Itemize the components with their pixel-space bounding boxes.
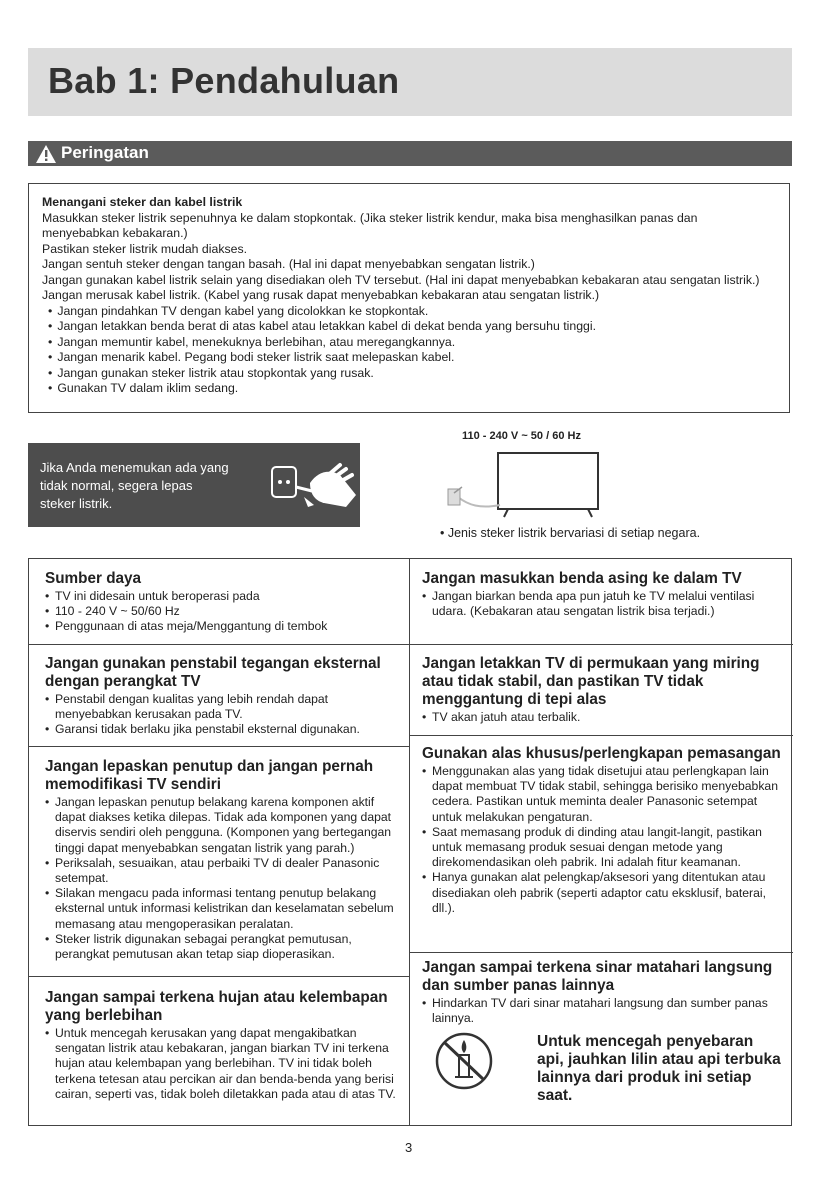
section-bullets (422, 996, 782, 1026)
section-bullets (422, 710, 782, 725)
section-special-stand (422, 745, 782, 916)
intro-heading: Menangani steker dan kabel listrik (42, 195, 243, 209)
section-title: Gunakan alas khusus/perlengkapan pemasangan (422, 745, 781, 762)
intro-bullet: • Jangan gunakan steker listrik atau stopkontak yang rusak. (48, 366, 776, 382)
section-bullets (45, 692, 403, 738)
unplug-hand-icon (268, 457, 364, 515)
plug-type-note: • Jenis steker listrik bervariasi di setiap negara. (440, 526, 701, 540)
section-bullet: • Jangan biarkan benda apa pun jatuh ke TV melalui ventilasi udara. (Kebakaran atau sengatan listrik bisa terjadi.) (422, 589, 782, 619)
row-divider (410, 644, 793, 645)
intro-bullet: • Jangan letakkan benda berat di atas kabel atau letakkan kabel di dekat benda yang bersuhu tinggi. (48, 319, 776, 335)
section-bullet: • 110 - 240 V ~ 50/60 Hz (45, 604, 403, 619)
section-title: Jangan lepaskan penutup dan jangan pernah memodifikasi TV sendiri (45, 758, 374, 793)
section-bullets (45, 1026, 403, 1102)
section-bullets (422, 764, 782, 916)
intro-bullet: • Jangan menarik kabel. Pegang bodi steker listrik saat melepaskan kabel. (48, 350, 776, 366)
section-title: Jangan gunakan penstabil tegangan eksternal dengan perangkat TV (45, 655, 381, 690)
candle-warning (537, 1033, 781, 1105)
intro-paragraph: Jangan sentuh steker dengan tangan basah. (Hal ini dapat menyebabkan sengatan listrik.) (42, 257, 535, 271)
candle-warning-text: Untuk mencegah penyebaran api, jauhkan lilin atau api terbuka lainnya dari produk ini setiap saat. (537, 1033, 781, 1104)
section-bullet: • Saat memasang produk di dinding atau langit-langit, pastikan untuk memasang produk sesuai dengan metode yang direkomendasikan oleh pabrik. Ini adalah fitur keamanan. (422, 825, 782, 871)
section-bullet: • Untuk mencegah kerusakan yang dapat mengakibatkan sengatan listrik atau kebakaran, jangan biarkan TV ini terkena hujan atau kelembapan yang berlebihan. TV ini tidak boleh terkena tetesan atau percikan air dan benda-benda yang berisi cairan, seperti vas, tidak boleh diletakkan pada atau di atas TV. (45, 1026, 403, 1102)
section-title: Jangan sampai terkena sinar matahari langsung dan sumber panas lainnya (422, 959, 773, 994)
section-bullet: • Silakan mengacu pada informasi tentang penutup belakang eksternal untuk informasi kelistrikan dan keselamatan sebelum memasang atau mengoperasikan peralatan. (45, 886, 403, 932)
intro-bullet: • Gunakan TV dalam iklim sedang. (48, 381, 776, 397)
section-bullet: • Penstabil dengan kualitas yang lebih rendah dapat menyebabkan kerusakan pada TV. (45, 692, 403, 722)
unplug-callout (28, 443, 360, 527)
safety-grid (28, 558, 792, 1126)
section-bullet: • TV akan jatuh atau terbalik. (422, 710, 782, 725)
plug-cable-warning-box (28, 183, 790, 413)
section-foreign-objects (422, 570, 782, 619)
section-bullets (422, 589, 782, 619)
section-bullet: • Periksalah, sesuaikan, atau perbaiki TV di dealer Panasonic setempat. (45, 856, 403, 886)
section-bullet: • Steker listrik digunakan sebagai perangkat pemutusan, perangkat pemutusan akan tetap siap dioperasikan. (45, 932, 403, 962)
section-title: Jangan masukkan benda asing ke dalam TV (422, 570, 742, 587)
no-candle-icon (433, 1029, 495, 1093)
section-bullet: • Garansi tidak berlaku jika penstabil eksternal digunakan. (45, 722, 403, 737)
intro-bullet: • Jangan memuntir kabel, menekuknya berlebihan, atau meregangkannya. (48, 335, 776, 351)
warning-header-bar (28, 141, 792, 166)
section-bullet: • TV ini didesain untuk beroperasi pada (45, 589, 403, 604)
section-bullet: • Menggunakan alas yang tidak disetujui atau perlengkapan lain dapat membuat TV tidak stabil, sehingga berisiko menyebabkan cedera. Pastikan untuk meminta dealer Panasonic setempat untuk melakukan pengaturan. (422, 764, 782, 825)
section-voltage-stabilizer (45, 655, 403, 738)
intro-bullet: • Jangan pindahkan TV dengan kabel yang dicolokkan ke stopkontak. (48, 304, 776, 320)
section-title: Jangan letakkan TV di permukaan yang miring atau tidak stabil, dan pastikan TV tidak menggantung di tepi alas (422, 655, 760, 708)
row-divider (29, 644, 409, 645)
warning-triangle-icon (35, 144, 57, 164)
warning-label: Peringatan (61, 143, 149, 162)
section-title: Jangan sampai terkena hujan atau kelembapan yang berlebihan (45, 989, 388, 1024)
section-bullet: • Jangan lepaskan penutup belakang karena komponen aktif dapat diakses ketika dilepas. Tidak ada komponen yang dapat diservis sendiri oleh pengguna. (Komponen yang bertegangan tinggi dapat menyebabkan sengatan listrik yang parah.) (45, 795, 403, 856)
row-divider (410, 735, 793, 736)
row-divider (29, 746, 409, 747)
section-unstable-surface (422, 655, 782, 725)
section-do-not-remove-cover (45, 758, 403, 962)
intro-paragraph: Masukkan steker listrik sepenuhnya ke dalam stopkontak. (Jika steker listrik kendur, maka bisa menghasilkan panas dan menyebabkan kebakaran.) (42, 210, 698, 240)
section-bullet: • Penggunaan di atas meja/Menggantung di tembok (45, 619, 403, 634)
section-title: Sumber daya (45, 570, 142, 587)
tv-plug-illustration (440, 447, 610, 521)
section-power-source (45, 570, 403, 635)
page-number: 3 (405, 1140, 413, 1155)
row-divider (410, 952, 793, 953)
intro-paragraph: Pastikan steker listrik mudah diakses. (42, 241, 248, 256)
intro-paragraph: Jangan merusak kabel listrik. (Kabel yang rusak dapat menyebabkan kebakaran atau sengatan listrik.) (42, 288, 600, 302)
voltage-label: 110 - 240 V ~ 50 / 60 Hz (462, 430, 581, 442)
section-bullet: • Hindarkan TV dari sinar matahari langsung dan sumber panas lainnya. (422, 996, 782, 1026)
unplug-text: Jika Anda menemukan ada yang tidak normal, segera lepas steker listrik. (40, 460, 229, 511)
section-bullets (45, 795, 403, 962)
intro-bullet-list (42, 304, 776, 397)
section-bullets (45, 589, 403, 635)
page-title: Bab 1: Pendahuluan (48, 60, 400, 101)
section-bullet: • Hanya gunakan alat pelengkap/aksesori yang ditentukan atau disediakan oleh pabrik (seperti adaptor catu eksklusif, baterai, dll.). (422, 870, 782, 916)
chapter-title-bar (28, 48, 792, 116)
intro-paragraph: Jangan gunakan kabel listrik selain yang disediakan oleh TV tersebut. (Hal ini dapat menyebabkan kebakaran atau sengatan listrik.) (42, 272, 760, 287)
section-sunlight-heat (422, 959, 782, 1026)
section-rain-humidity (45, 989, 403, 1102)
row-divider (29, 976, 409, 977)
